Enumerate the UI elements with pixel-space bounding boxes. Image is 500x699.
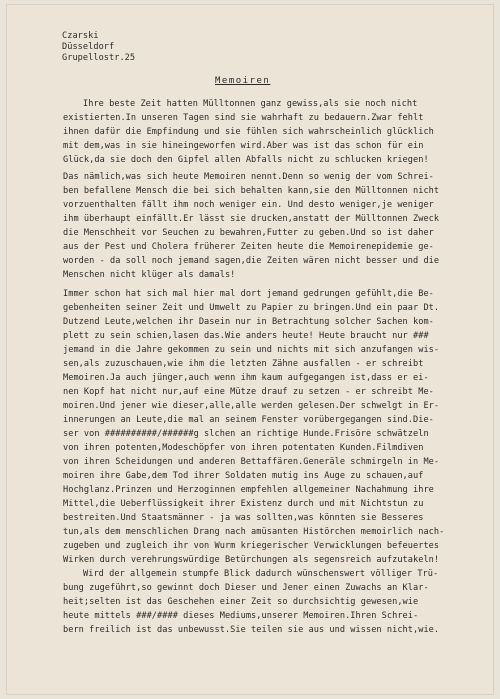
text-line: zugeben und zugleich ihr von Wurm kriegerischer Verwicklungen befeuertes [63,541,440,551]
text-line: bung zugeführt,so gewinnt doch Dieser und Jener einen Zuwachs an Klar- [63,583,429,593]
text-line: gebenheiten seiner Zeit und Umwelt zu Papier zu bringen.Und ein paar Dt. [63,303,440,313]
text-line: von ihren Scheidungen und anderen Bettaffären.Generäle schmirgeln in Me- [63,457,440,467]
text-line: Dutzend Leute,welchen ihr Dasein nur in Betrachtung solcher Sachen kom- [63,317,434,327]
text-line: nen Kopf hat nicht nur,auf eine Mütze drauf zu setzen - er schreibt Me- [63,387,434,397]
text-line: die Menschheit vor Seuchen zu bewahren,Futter zu geben.Und so ist daher [63,228,434,238]
text-line: Wird der allgemein stumpfe Blick dadurch wünschenswert völliger Trü- [83,569,439,579]
text-line: bern freilich ist das unbewusst.Sie teilen sie aus und wissen nicht,wie. [63,625,440,635]
address-name: Czarski [62,31,99,41]
text-line: moiren.Und jener wie dieser,alle,alle werden gelesen.Der schwelgt in Er- [63,401,440,411]
text-line: moiren ihre Gabe,dem Tod ihrer Soldaten mutig ins Auge zu schauen,auf [63,471,424,481]
text-line: Mittel,die Ueberflüssigkeit ihrer Existenz durch und mit Nichtstun zu [63,499,424,509]
text-line: mit dem,was in sie hineingeworfen wird.Aber was ist das schon für ein [63,141,424,151]
text-line: Memoiren.Ja auch jünger,auch wenn ihm kaum aufgegangen ist,dass er ei- [63,373,429,383]
text-line: aus der Pest und Cholera früherer Zeiten heute die Memoirenepidemie ge- [63,242,434,252]
text-line: tun,als dem menschlichen Drang nach amüsanten Histörchen memoirlich nach- [63,527,445,537]
text-line: Wirken durch verehrungswürdige Betürchungen als segensreich aufzutakeln! [63,555,440,565]
text-line: worden - da soll noch jemand sagen,die Zeiten wären nicht besser und die [63,256,440,266]
text-line: innerungen an Leute,die mal an seinem Fenster vorübergegangen sind.Die- [63,415,434,425]
text-line: Menschen nicht klüger als damals! [63,270,236,280]
text-line: plett zu sein schien,lasen das.Wie anders heute! Heute braucht nur ### [63,331,429,341]
text-line: von ihren potenten,Modeschöpfer von ihren potentaten Kunden.Filmdiven [63,443,424,453]
text-line: vorzuenthalten fällt ihm noch weniger ein. Und desto weniger,je weniger [63,200,434,210]
text-line: Ihre beste Zeit hatten Mülltonnen ganz gewiss,als sie noch nicht [83,99,418,109]
text-line: jemand in die Jahre gekommen zu sein und nichts mit sich anzufangen wis- [63,345,440,355]
text-line: existierten.In unseren Tagen sind sie wahrhaft zu bedauern.Zwar fehlt [63,113,424,123]
address-street: Grupellostr.25 [62,53,136,63]
text-line: ser von ##########/######g slchen an richtige Hunde.Frisöre schwätzeln [63,429,429,439]
text-line: bestreiten.Und Staatsmänner - ja was sollten,was könnten sie Besseres [63,513,424,523]
text-line: ihnen dafür die Empfindung und sie fühlen sich wahrscheinlich glücklich [63,127,434,137]
text-line: Das nämlich,was sich heute Memoiren nennt.Denn so wenig der vom Schrei- [63,172,434,182]
text-line: heit;selten ist das Geschehen einer Zeit so durchsichtig gewesen,wie [63,597,419,607]
address-city: Düsseldorf [62,42,115,52]
text-line: sen,als zuzuschauen,wie ihm die letzten Zähne ausfallen - er schreibt [63,359,424,369]
text-line: heute mittels ###/#### dieses Mediums,unserer Memoiren.Ihren Schrei- [63,611,419,621]
text-line: ben befallene Mensch die bei sich behalten kann,sie den Mülltonnen nicht [63,186,440,196]
page-title: Memoiren [215,76,271,86]
text-line: Hochglanz.Prinzen und Herzoginnen empfehlen allgemeiner Nachahmung ihre [63,485,434,495]
text-line: ihm überhaupt einfällt.Er lässt sie drucken,anstatt der Mülltonnen Zweck [63,214,440,224]
text-line: Glück,da sie doch den Gipfel allen Abfalls nicht zu schlucken kriegen! [63,155,429,165]
text-line: Immer schon hat sich mal hier mal dort jemand gedrungen gefühlt,die Be- [63,289,434,299]
